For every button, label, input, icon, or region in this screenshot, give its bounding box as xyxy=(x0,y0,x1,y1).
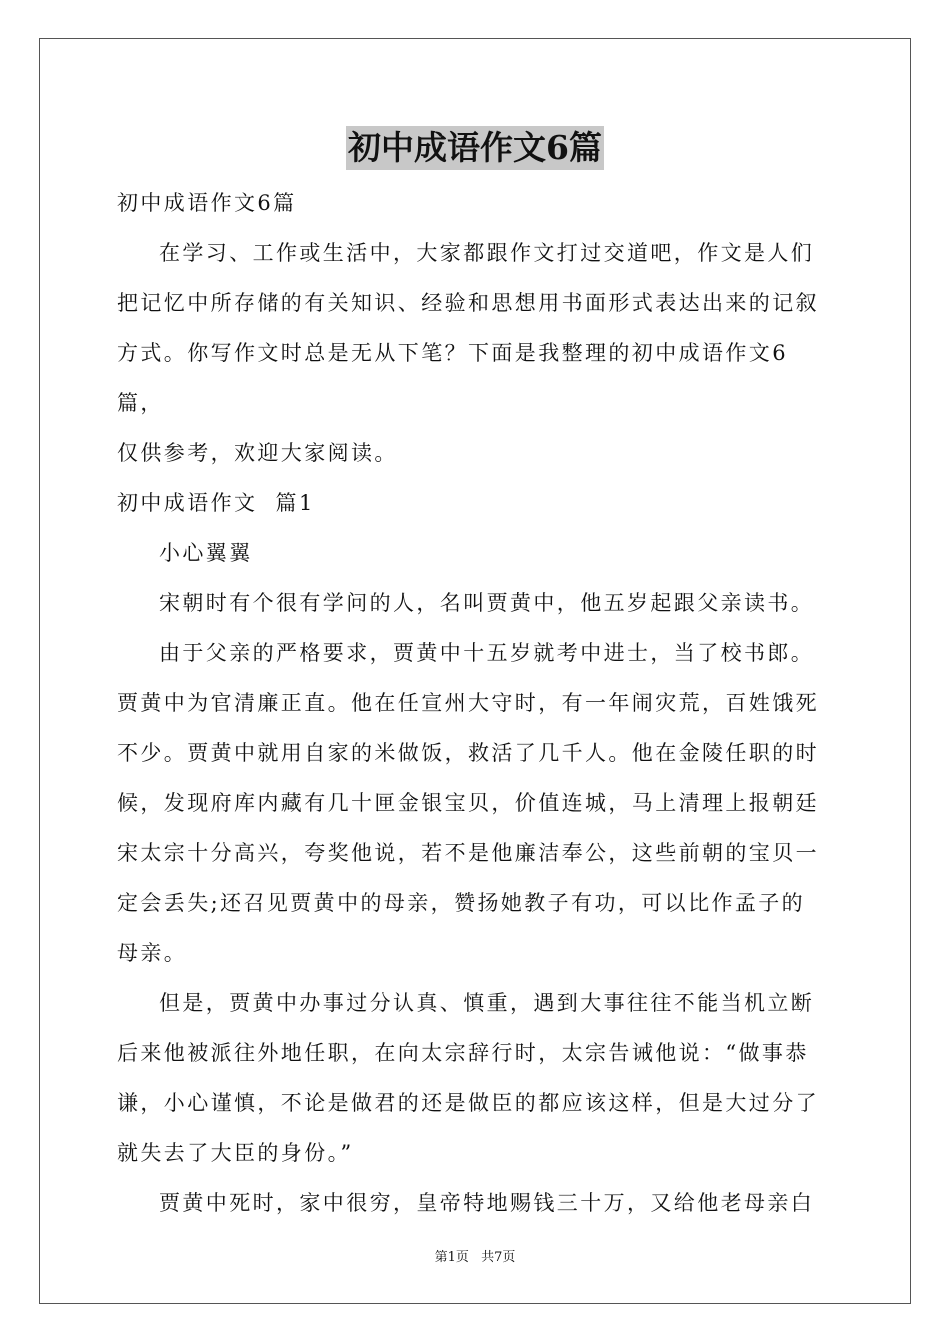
paragraph-2-line-1: 由于父亲的严格要求，贾黄中十五岁就考中进士，当了校书郎。 xyxy=(159,641,815,665)
intro-line-3: 方式。你写作文时总是无从下笔？下面是我整理的初中成语作文6篇， xyxy=(117,341,788,415)
paragraph-2-line-4: 候，发现府库内藏有几十匣金银宝贝，价值连城，马上清理上报朝廷 xyxy=(117,791,819,815)
paragraph-3-line-1: 但是，贾黄中办事过分认真、慎重，遇到大事往往不能当机立断 xyxy=(159,991,815,1015)
intro-line-4: 仅供参考，欢迎大家阅读。 xyxy=(117,441,398,465)
paragraph-2-line-6: 定会丢失;还召见贾黄中的母亲，赞扬她教子有功，可以比作孟子的 xyxy=(117,891,806,915)
section-heading: 初中成语作文 篇1 xyxy=(117,491,315,515)
paragraph-2-line-7: 母亲。 xyxy=(117,941,188,965)
paragraph-2-line-5: 宋太宗十分高兴，夸奖他说，若不是他廉洁奉公，这些前朝的宝贝一 xyxy=(117,841,819,865)
paragraph-3-line-3: 谦，小心谨慎，不论是做君的还是做臣的都应该这样，但是大过分了 xyxy=(117,1091,819,1115)
intro-line-1: 在学习、工作或生活中，大家都跟作文打过交道吧，作文是人们 xyxy=(159,241,815,265)
subtitle: 初中成语作文6篇 xyxy=(117,191,297,215)
page-footer xyxy=(0,1246,950,1265)
paragraph-2-line-3: 不少。贾黄中就用自家的米做饭，救活了几千人。他在金陵任职的时 xyxy=(117,741,819,765)
intro-line-2: 把记忆中所存储的有关知识、经验和思想用书面形式表达出来的记叙 xyxy=(117,291,819,315)
document-body xyxy=(117,178,833,1228)
paragraph-1: 宋朝时有个很有学问的人，名叫贾黄中，他五岁起跟父亲读书。 xyxy=(159,591,815,615)
paragraph-4: 贾黄中死时，家中很穷，皇帝特地赐钱三十万，又给他老母亲白 xyxy=(159,1191,815,1215)
paragraph-3-line-2: 后来他被派往外地任职，在向太宗辞行时，太宗告诫他说：“做事恭 xyxy=(117,1041,809,1065)
page-total: 共7页 xyxy=(481,1250,516,1265)
paragraph-3-line-4: 就失去了大臣的身份。” xyxy=(117,1141,354,1165)
title-container xyxy=(0,126,950,170)
story-title: 小心翼翼 xyxy=(159,541,253,565)
document-title: 初中成语作文6篇 xyxy=(346,126,604,170)
page-number: 第1页 xyxy=(434,1250,469,1265)
paragraph-2-line-2: 贾黄中为官清廉正直。他在任宣州大守时，有一年闹灾荒，百姓饿死 xyxy=(117,691,819,715)
